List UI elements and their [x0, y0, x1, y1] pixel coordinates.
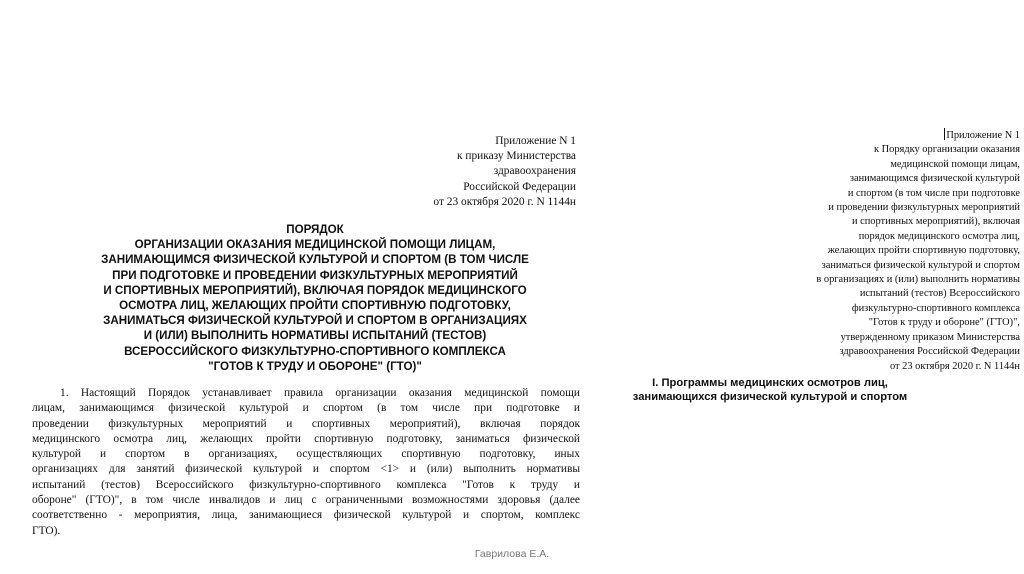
footer-author: Гаврилова Е.А. — [474, 548, 550, 560]
appendix-line: занимающимся физической культурой — [849, 173, 1020, 185]
appendix-line: к Порядку организации оказания — [874, 144, 1020, 156]
appendix-line: заниматься физической культурой и спортом — [821, 259, 1020, 271]
paragraph-line: культурой и спортом в организациях, осуществляющих спортивную подготовку, иных — [32, 448, 580, 461]
paragraph-line: медицинского осмотра лиц, желающих пройти спортивную подготовку, заниматься физической — [32, 432, 580, 445]
title-line: "ГОТОВ К ТРУДУ И ОБОРОНЕ" (ГТО)" — [208, 359, 422, 373]
title-line: ЗАНИМАЮЩИМСЯ ФИЗИЧЕСКОЙ КУЛЬТУРОЙ И СПОРТОМ (В ТОМ ЧИСЛЕ — [101, 253, 529, 267]
appendix-line: и спортивных мероприятий), включая — [851, 216, 1020, 228]
paragraph-line: организациях для занятий физической культурой и спортом <1> и (или) выполнить нормативы — [32, 463, 580, 476]
appendix-line: испытаний (тестов) Всероссийского — [859, 288, 1020, 300]
title-line: ЗАНИМАТЬСЯ ФИЗИЧЕСКОЙ КУЛЬТУРОЙ И СПОРТОМ В ОРГАНИЗАЦИЯХ — [103, 314, 527, 328]
appendix-line: от 23 октября 2020 г. N 1144н — [889, 360, 1020, 372]
paragraph-line: ГТО). — [32, 524, 61, 537]
title-line: И СПОРТИВНЫХ МЕРОПРИЯТИЙ), ВКЛЮЧАЯ ПОРЯДОК МЕДИЦИНСКОГО — [103, 283, 527, 297]
right-appendix-block — [756, 128, 1020, 374]
section-title-line: занимающихся физической культурой и спортом — [632, 391, 908, 404]
appendix-line: здравоохранения Российской Федерации — [839, 346, 1020, 358]
title-line: И (ИЛИ) ВЫПОЛНИТЬ НОРМАТИВЫ ИСПЫТАНИЙ (ТЕСТОВ) — [143, 329, 487, 343]
appendix-line: Российской Федерации — [463, 180, 576, 193]
title-line: ПОРЯДОК — [286, 223, 344, 236]
appendix-line: порядок медицинского осмотра лиц, — [858, 230, 1020, 242]
body-paragraph — [32, 386, 580, 539]
paragraph-line: лицам, занимающимся физической культурой и спортом (в том числе при подготовке и — [32, 402, 580, 415]
appendix-line: и спортом (в том числе при подготовке — [847, 187, 1020, 199]
appendix-line: медицинской помощи лицам, — [890, 158, 1020, 170]
appendix-line: от 23 октября 2020 г. N 1144н — [433, 195, 576, 208]
paragraph-line: соответственно - мероприятия, лица, занимающиеся физической культурой и спортом, комплекс — [32, 509, 580, 522]
title-line: ОСМОТРА ЛИЦ, ЖЕЛАЮЩИХ ПРОЙТИ СПОРТИВНУЮ ПОДГОТОВКУ, — [119, 299, 511, 313]
appendix-line: "Готов к труду и обороне" (ГТО)", — [868, 317, 1020, 329]
appendix-line — [756, 128, 1020, 143]
title-line: ПРИ ПОДГОТОВКЕ И ПРОВЕДЕНИИ ФИЗКУЛЬТУРНЫХ МЕРОПРИЯТИЙ — [112, 268, 518, 282]
appendix-line: здравоохранения — [493, 165, 576, 178]
appendix-line: в организациях и (или) выполнить нормативы — [816, 274, 1020, 286]
appendix-line: желающих пройти спортивную подготовку, — [827, 245, 1020, 257]
appendix-line: к приказу Министерства — [456, 150, 576, 163]
appendix-line: утвержденному приказом Министерства — [840, 331, 1020, 343]
appendix-line-text: Приложение N 1 — [946, 130, 1020, 141]
appendix-line: и проведении физкультурных мероприятий — [828, 202, 1020, 214]
section-title-line: I. Программы медицинских осмотров лиц, — [652, 377, 888, 389]
appendix-line: Приложение N 1 — [495, 135, 576, 147]
appendix-line: физкультурно-спортивного комплекса — [851, 302, 1020, 314]
title-line: ВСЕРОССИЙСКОГО ФИЗКУЛЬТУРНО-СПОРТИВНОГО КОМПЛЕКСА — [124, 344, 506, 358]
document-title — [40, 222, 590, 374]
title-line: ОРГАНИЗАЦИИ ОКАЗАНИЯ МЕДИЦИНСКОЙ ПОМОЩИ ЛИЦАМ, — [134, 238, 496, 252]
paragraph-line: обороне" (ГТО)", в том числе инвалидов и лиц с ограниченными возможностями здоровья (далее — [32, 494, 580, 507]
left-appendix-block — [380, 134, 576, 210]
paragraph-line: 1. Настоящий Порядок устанавливает правила организации оказания медицинской помощи — [60, 387, 580, 399]
section-title — [600, 376, 940, 405]
paragraph-line: проведении физкультурных мероприятий и спортивных мероприятий), включая порядок — [32, 417, 580, 430]
paragraph-line: испытаний (тестов) Всероссийского физкультурно-спортивного комплекса "Готов к труду и — [32, 478, 580, 491]
